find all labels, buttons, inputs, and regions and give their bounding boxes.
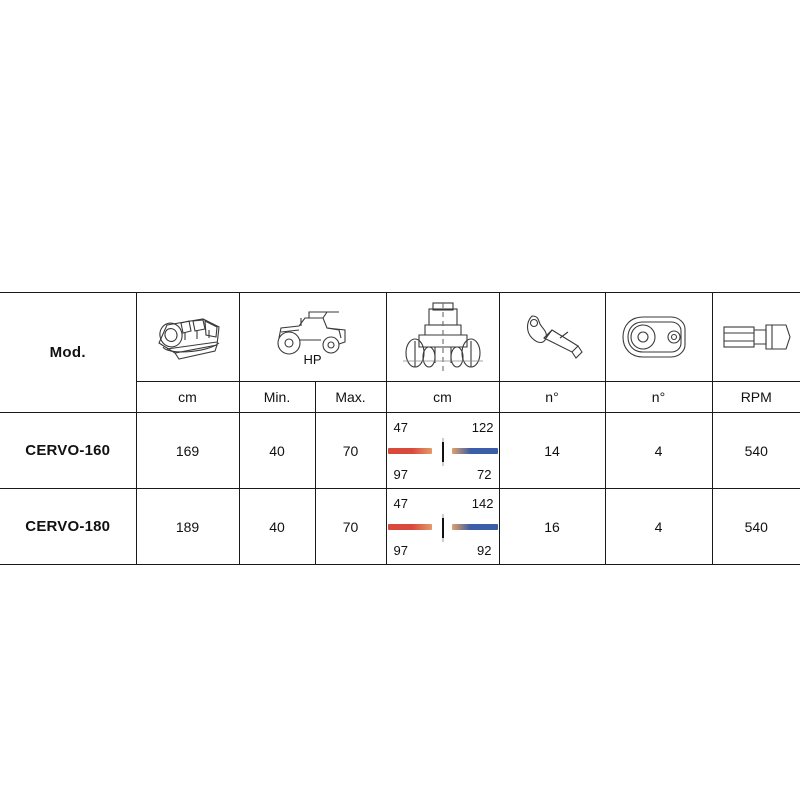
specification-sheet [0, 292, 800, 565]
offset-top-left: 47 [393, 419, 408, 435]
row-width: 169 [136, 413, 239, 489]
tractor-icon [265, 308, 361, 356]
tractor-front-header-cell [386, 293, 499, 382]
offset-bottom-right: 72 [477, 466, 492, 482]
offset-bottom-left: 97 [393, 466, 408, 482]
unit-hammers: n° [499, 382, 605, 413]
tractor-front-width-icon [395, 301, 491, 373]
belt-header-cell [605, 293, 712, 382]
table-header-icon-row [0, 293, 800, 382]
offset-left-bar [388, 448, 432, 454]
row-hp-min: 40 [239, 489, 315, 565]
belt-pulley-icon [621, 311, 697, 363]
specification-table [0, 292, 800, 565]
row-rpm: 540 [712, 413, 800, 489]
unit-hp-max: Max. [315, 382, 386, 413]
unit-hp-min: Min. [239, 382, 315, 413]
row-hp-max: 70 [315, 489, 386, 565]
row-offset-diagram [386, 489, 499, 565]
tractor-hp-header-cell [239, 293, 386, 382]
hammer-flail-icon [516, 308, 588, 366]
row-hp-min: 40 [239, 413, 315, 489]
offset-bottom-right: 92 [477, 542, 492, 558]
row-rpm: 540 [712, 489, 800, 565]
offset-center-tick [442, 518, 444, 538]
unit-width: cm [136, 382, 239, 413]
unit-rpm: RPM [712, 382, 800, 413]
row-hp-max: 70 [315, 413, 386, 489]
offset-left-bar [388, 524, 432, 530]
offset-bottom-left: 97 [393, 542, 408, 558]
row-offset-diagram [386, 413, 499, 489]
offset-top-right: 122 [471, 419, 494, 435]
offset-right-bar [452, 524, 498, 530]
unit-offset: cm [386, 382, 499, 413]
row-width: 189 [136, 489, 239, 565]
row-belts: 4 [605, 489, 712, 565]
row-model: CERVO-180 [0, 489, 136, 565]
table-row [0, 489, 800, 565]
pto-header-cell [712, 293, 800, 382]
offset-top-left: 47 [393, 495, 408, 511]
offset-top-right: 142 [471, 495, 494, 511]
offset-range-diagram [388, 420, 498, 482]
unit-belts: n° [605, 382, 712, 413]
mod-header-label: Mod. [49, 344, 86, 361]
hammer-header-cell [499, 293, 605, 382]
row-hammers: 14 [499, 413, 605, 489]
row-belts: 4 [605, 413, 712, 489]
offset-right-bar [452, 448, 498, 454]
row-model: CERVO-160 [0, 413, 136, 489]
table-row [0, 413, 800, 489]
mod-header-cell [0, 293, 136, 413]
row-hammers: 16 [499, 489, 605, 565]
offset-center-tick [442, 442, 444, 462]
hp-label: HP [303, 351, 322, 367]
pto-shaft-icon [720, 317, 792, 357]
offset-range-diagram [388, 496, 498, 558]
mulcher-header-cell [136, 293, 239, 382]
mulcher-icon [145, 309, 231, 365]
